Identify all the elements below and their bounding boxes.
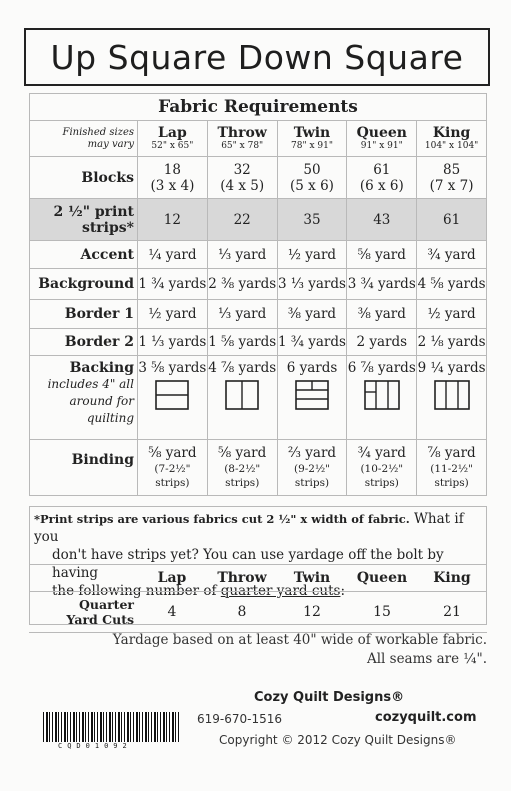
- backing-layout-twin-icon: [295, 380, 329, 410]
- fabric-requirements-heading: Fabric Requirements: [30, 94, 487, 121]
- fabric-requirements-table: [29, 93, 487, 496]
- binding-row: Binding ⅝ yard (7-2½" strips) ⅝ yard (8-2½" strips) ⅔ yard (9-2½" strips) ¾ yard (10-2½" strips) ⅞ yard (11-2½" strips): [30, 440, 487, 496]
- title-box: [24, 28, 490, 86]
- print-strips-note: *Print strips are various fabrics cut 2 ½" x width of fabric. What if you don't have strips yet? You can use yardage off the bolt by having the following number of quarter yard cuts:: [34, 511, 464, 599]
- background-row: Background 1 ¾ yards 2 ⅜ yards 3 ⅓ yards 3 ¾ yards 4 ⅝ yards: [30, 269, 487, 300]
- yardage-note: Yardage based on at least 40" wide of workable fabric. All seams are ¼".: [112, 632, 487, 667]
- qyc-header-king: King: [417, 565, 487, 592]
- backing-row: Backing includes 4" all around for quilting 3 ⅝ yards 4 ⅞ yards 6 yards 6 ⅞ yards 9 ¼ yards: [30, 356, 487, 440]
- size-king: King 104" x 104": [417, 121, 487, 157]
- copyright: Copyright © 2012 Cozy Quilt Designs®: [219, 733, 457, 747]
- phone-number: 619-670-1516: [197, 712, 283, 726]
- qyc-header-twin: Twin: [277, 565, 347, 592]
- website: cozyquilt.com: [375, 710, 477, 725]
- quarter-yard-cuts-link-text: quarter yard cuts: [220, 583, 341, 599]
- brand-name: Cozy Quilt Designs®: [254, 690, 405, 705]
- print-strips-row: 2 ½" print strips* 12 22 35 43 61: [30, 199, 487, 241]
- backing-layout-queen-icon: [364, 380, 400, 410]
- blocks-row: Blocks 18 (3 x 4) 32 (4 x 5) 50 (5 x 6) 61 (6 x 6) 85 (7 x 7): [30, 157, 487, 199]
- border2-row: Border 2 1 ⅓ yards 1 ⅝ yards 1 ¾ yards 2 yards 2 ⅛ yards: [30, 329, 487, 356]
- border1-row: Border 1 ½ yard ⅓ yard ⅜ yard ⅜ yard ½ yard: [30, 300, 487, 329]
- qyc-header-throw: Throw: [207, 565, 277, 592]
- size-queen: Queen 91" x 91": [347, 121, 417, 157]
- backing-layout-king-icon: [434, 380, 470, 410]
- page-title: Up Square Down Square: [50, 37, 464, 77]
- finished-sizes-note: Finished sizes may vary: [30, 121, 138, 157]
- size-lap: Lap 52" x 65": [138, 121, 208, 157]
- quarter-yard-row: Quarter Yard Cuts 4 8 12 15 21: [29, 592, 487, 633]
- barcode-number: CQD01092: [58, 742, 132, 750]
- backing-layout-lap-icon: [155, 380, 189, 410]
- qyc-header-queen: Queen: [347, 565, 417, 592]
- qyc-header-lap: Lap: [137, 565, 207, 592]
- size-throw: Throw 65" x 78": [207, 121, 277, 157]
- backing-layout-throw-icon: [225, 380, 259, 410]
- quarter-yard-cuts-table: [29, 564, 487, 633]
- accent-row: Accent ¼ yard ⅓ yard ½ yard ⅝ yard ¾ yard: [30, 241, 487, 269]
- barcode-icon: [43, 712, 180, 742]
- size-twin: Twin 78" x 91": [277, 121, 347, 157]
